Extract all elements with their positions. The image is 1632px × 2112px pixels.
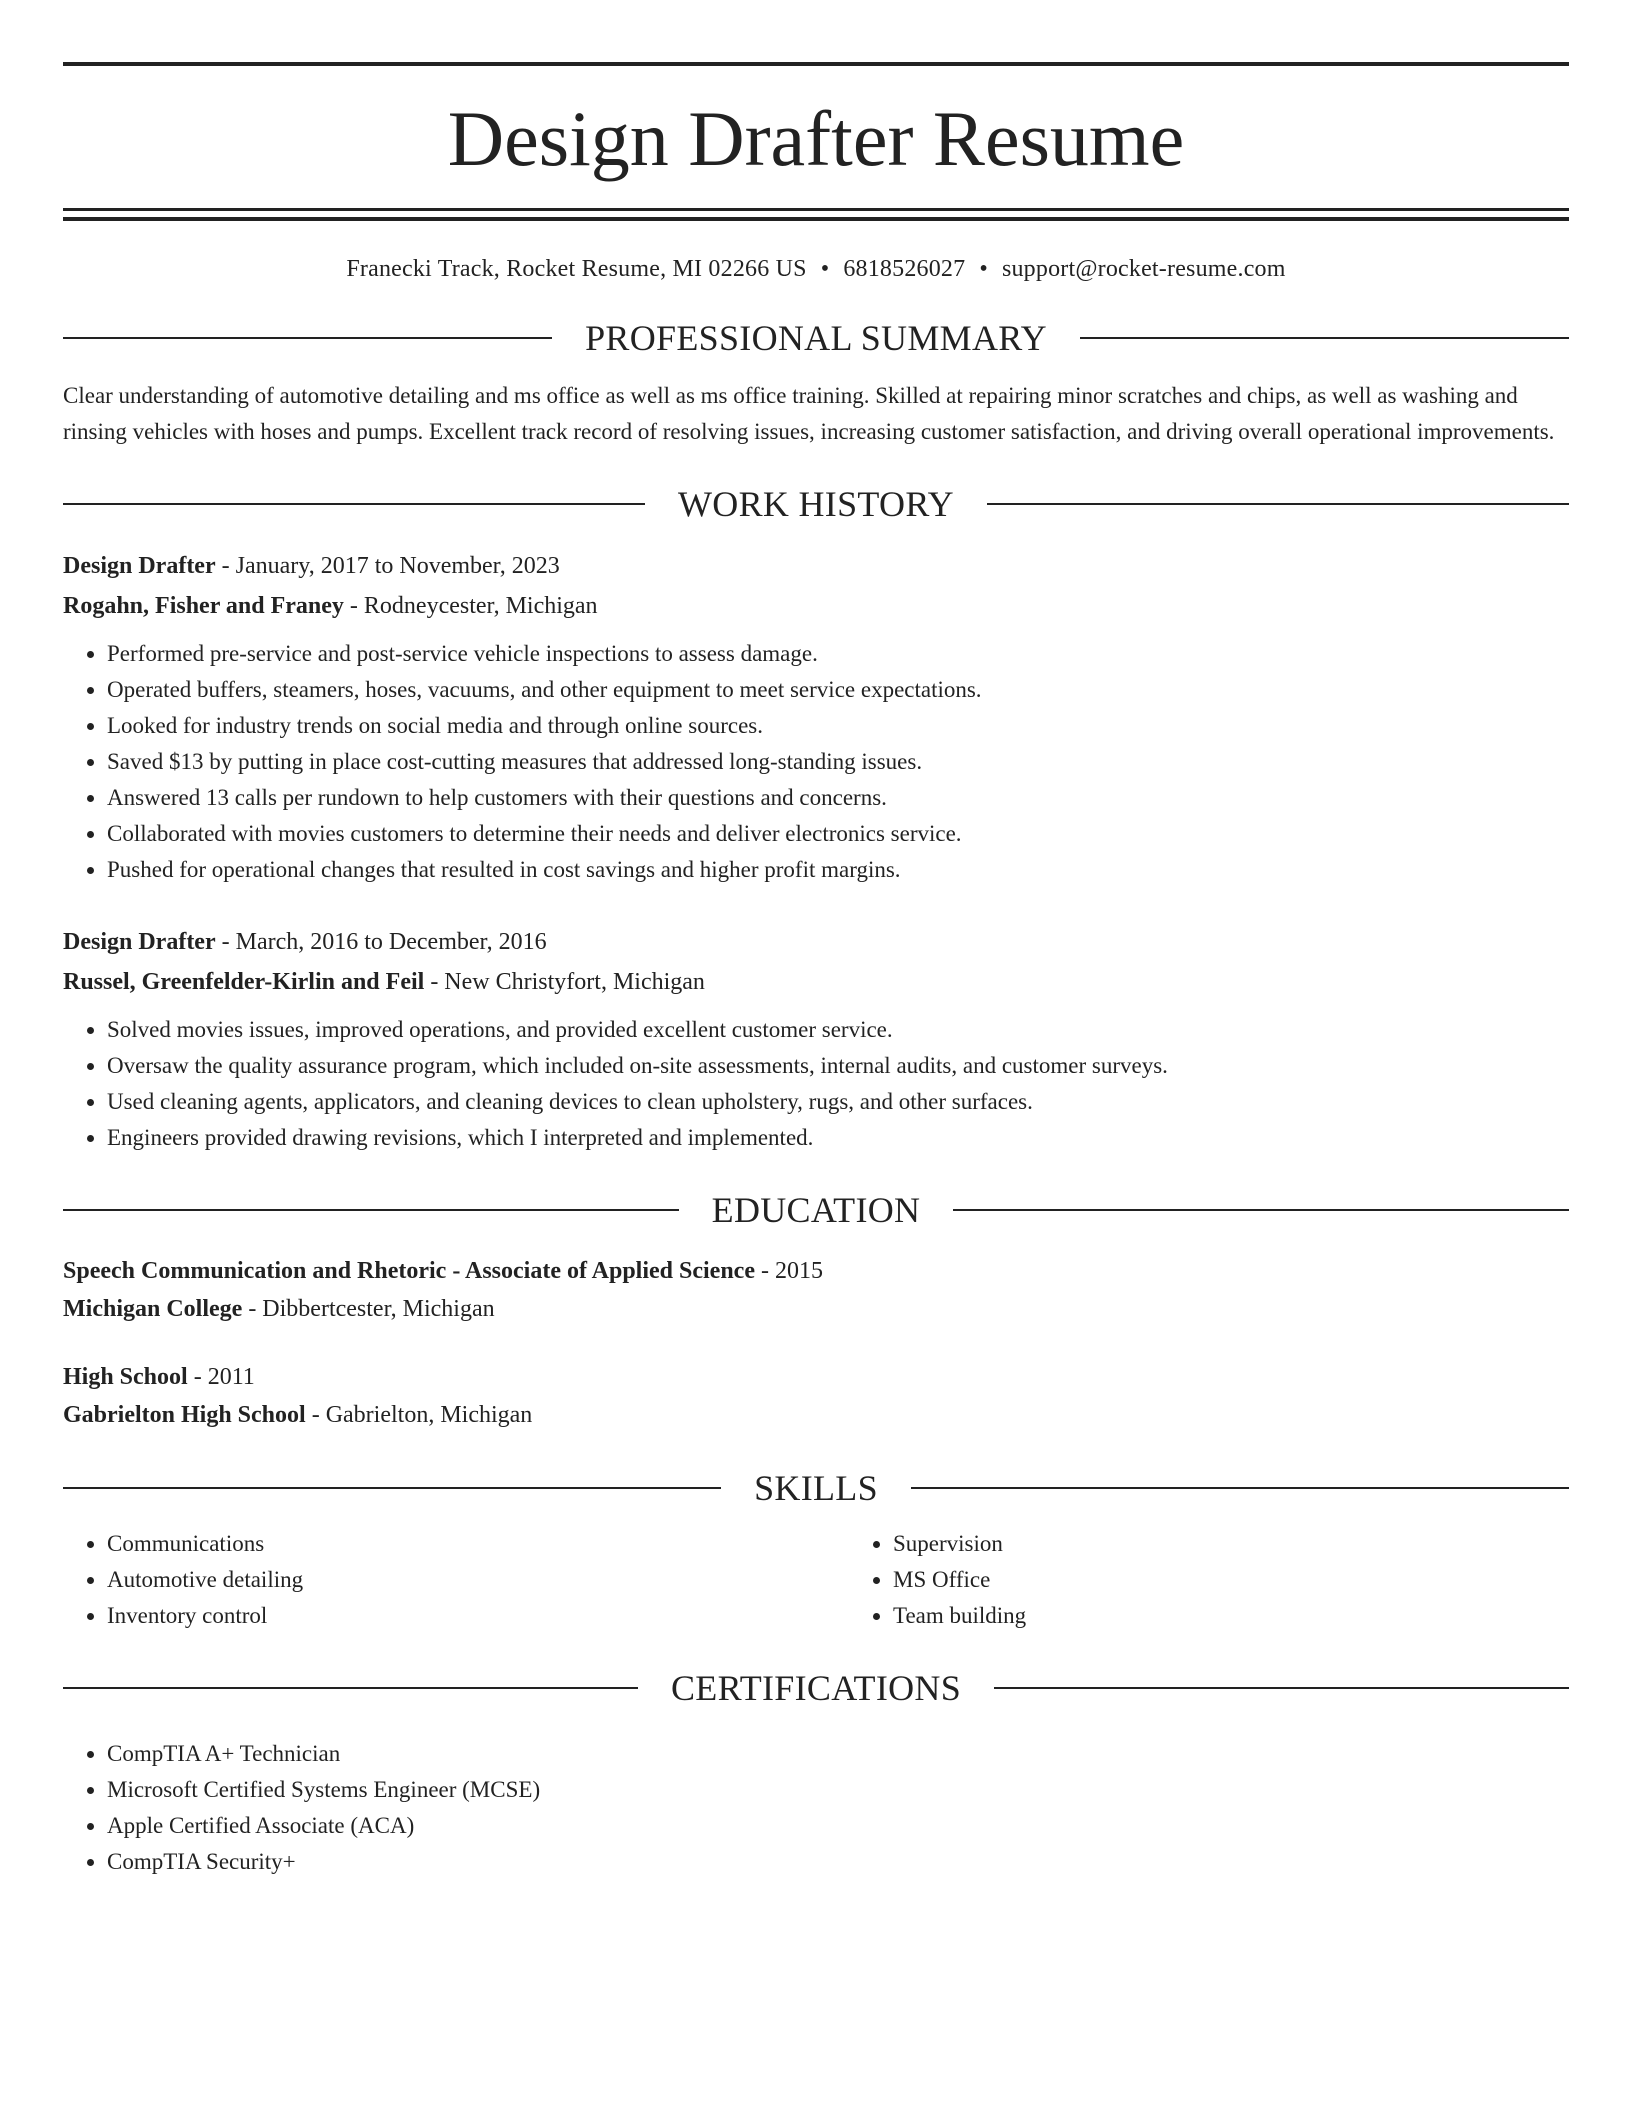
skill-item: • Communications — [107, 1526, 849, 1562]
section-heading-education — [63, 1186, 1569, 1234]
skill-item: • Supervision — [893, 1526, 1569, 1562]
job-dates: - January, 2017 to November, 2023 — [215, 552, 560, 579]
list-item: • Performed pre-service and post-service vehicle inspections to assess damage. — [107, 636, 1569, 672]
contact-separator: • — [979, 256, 988, 282]
job-title: Design Drafter — [63, 552, 216, 579]
heading-label: EDUCATION — [711, 1189, 921, 1230]
job-title: Design Drafter — [63, 928, 216, 955]
education-year: - 2011 — [187, 1363, 255, 1390]
job-company: Russel, Greenfelder-Kirlin and Feil — [63, 968, 425, 995]
list-item: • Pushed for operational changes that resulted in cost savings and higher profit margins. — [107, 852, 1569, 888]
heading-rule — [63, 1687, 638, 1689]
heading-label: SKILLS — [754, 1467, 878, 1508]
summary-text: Clear understanding of automotive detailing and ms office as well as ms office training. Skilled at repairing minor scratches and chips, as well as washing and rinsing vehicles with hoses and pumps. Excellent track record of resolving issues, increasing customer satisfaction, and driving overall operational improvements. — [63, 382, 1555, 444]
job-company-line — [63, 586, 1569, 626]
skills-columns — [63, 1526, 1569, 1634]
job-location: - New Christyfort, Michigan — [424, 968, 705, 995]
contact-line — [63, 255, 1569, 284]
skill-item: • Inventory control — [107, 1598, 849, 1634]
heading-rule — [63, 1487, 721, 1489]
resume-title: Design Drafter Resume — [447, 95, 1185, 182]
skills-list-left — [63, 1526, 849, 1634]
heading-label: WORK HISTORY — [678, 483, 954, 524]
education-location: - Dibbertcester, Michigan — [242, 1295, 495, 1322]
education-entry — [63, 1358, 1569, 1434]
heading-rule — [1080, 337, 1569, 339]
job-entry — [63, 922, 1569, 1156]
list-item: • Oversaw the quality assurance program, which included on-site assessments, internal audits, and customer surveys. — [107, 1048, 1569, 1084]
certifications-list — [63, 1736, 1569, 1880]
education-school-line — [63, 1290, 1569, 1328]
certifications-block — [63, 1736, 1569, 1880]
job-title-line — [63, 922, 1569, 962]
education-year: - 2015 — [754, 1257, 823, 1284]
section-heading-skills — [63, 1464, 1569, 1512]
skills-list-right — [849, 1526, 1569, 1634]
certification-item: • Apple Certified Associate (ACA) — [107, 1808, 1569, 1844]
contact-email: support@rocket-resume.com — [1001, 256, 1286, 282]
list-item: • Engineers provided drawing revisions, which I interpreted and implemented. — [107, 1120, 1569, 1156]
heading-rule — [63, 337, 552, 339]
heading-rule — [911, 1487, 1569, 1489]
heading-rule — [953, 1209, 1569, 1211]
contact-phone: 6818526027 — [843, 256, 966, 282]
top-rule — [63, 62, 1569, 66]
job-bullets — [63, 1012, 1569, 1156]
job-entry — [63, 546, 1569, 888]
list-item: • Answered 13 calls per rundown to help customers with their questions and concerns. — [107, 780, 1569, 816]
skill-item: • MS Office — [893, 1562, 1569, 1598]
certification-item: • CompTIA A+ Technician — [107, 1736, 1569, 1772]
contact-address: Franecki Track, Rocket Resume, MI 02266 US — [346, 256, 807, 282]
education-degree-line — [63, 1358, 1569, 1396]
skill-item: • Team building — [893, 1598, 1569, 1634]
job-bullets — [63, 636, 1569, 888]
education-entry — [63, 1252, 1569, 1328]
skill-item: • Automotive detailing — [107, 1562, 849, 1598]
certification-item: • Microsoft Certified Systems Engineer (MCSE) — [107, 1772, 1569, 1808]
heading-label: PROFESSIONAL SUMMARY — [585, 317, 1047, 358]
certification-item: • CompTIA Security+ — [107, 1844, 1569, 1880]
job-company-line — [63, 962, 1569, 1002]
list-item: • Solved movies issues, improved operations, and provided excellent customer service. — [107, 1012, 1569, 1048]
education-school: Gabrielton High School — [63, 1401, 306, 1428]
list-item: • Collaborated with movies customers to determine their needs and deliver electronics service. — [107, 816, 1569, 852]
list-item: • Used cleaning agents, applicators, and cleaning devices to clean upholstery, rugs, and other surfaces. — [107, 1084, 1569, 1120]
education-degree: High School — [63, 1363, 188, 1390]
heading-rule — [63, 1209, 679, 1211]
heading-rule — [63, 503, 645, 505]
list-item: • Saved $13 by putting in place cost-cutting measures that addressed long-standing issues. — [107, 744, 1569, 780]
job-company: Rogahn, Fisher and Franey — [63, 592, 344, 619]
job-title-line — [63, 546, 1569, 586]
list-item: • Operated buffers, steamers, hoses, vacuums, and other equipment to meet service expectations. — [107, 672, 1569, 708]
education-school: Michigan College — [63, 1295, 243, 1322]
job-dates: - March, 2016 to December, 2016 — [215, 928, 547, 955]
heading-label: CERTIFICATIONS — [670, 1667, 962, 1708]
title-double-rule — [63, 208, 1569, 221]
section-heading-certifications — [63, 1664, 1569, 1712]
education-degree: Speech Communication and Rhetoric - Associate of Applied Science — [63, 1257, 755, 1284]
section-heading-summary — [63, 314, 1569, 362]
section-heading-work — [63, 480, 1569, 528]
education-location: - Gabrielton, Michigan — [305, 1401, 533, 1428]
list-item: • Looked for industry trends on social media and through online sources. — [107, 708, 1569, 744]
education-degree-line — [63, 1252, 1569, 1290]
job-location: - Rodneycester, Michigan — [343, 592, 598, 619]
contact-separator: • — [820, 256, 830, 282]
heading-rule — [994, 1687, 1569, 1689]
education-school-line — [63, 1396, 1569, 1434]
heading-rule — [987, 503, 1569, 505]
